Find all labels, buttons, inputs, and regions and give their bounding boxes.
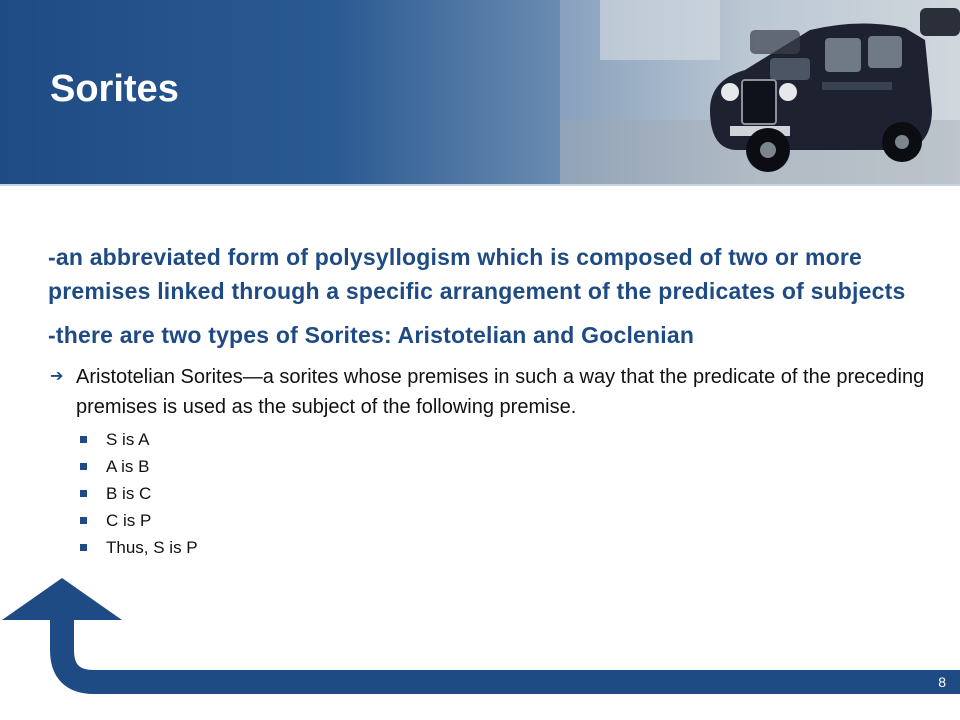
list-item [76,480,948,507]
list-item-text: S is A [106,430,150,449]
arrow-bullet-icon: ➔ [50,368,64,385]
page-number: 8 [938,674,946,690]
definition-paragraph: -an abbreviated form of polysyllogism which is composed of two or more premises linked through a specific arrangement of the predicates of subjects [48,244,906,304]
types-paragraph: -there are two types of Sorites: Aristotelian and Goclenian [48,322,695,348]
premise-list [76,426,948,561]
header-banner [0,0,960,186]
list-item-text: A is B [106,457,150,476]
taxi-photo [560,0,960,186]
square-bullet-icon [80,544,87,551]
list-item [76,426,948,453]
list-item [76,534,948,561]
slide-title: Sorites [50,68,179,110]
square-bullet-icon [80,490,87,497]
list-item-text: Thus, S is P [106,538,198,557]
square-bullet-icon [80,463,87,470]
aristotelian-point [48,362,948,422]
list-item-text: B is C [106,484,152,503]
square-bullet-icon [80,517,87,524]
aristotelian-text: Aristotelian Sorites—a sorites whose premises in such a way that the predicate of the preceding premises is used as the subject of the following premise. [76,366,925,418]
list-item-text: C is P [106,511,152,530]
square-bullet-icon [80,436,87,443]
slide-content [48,240,948,561]
list-item [76,507,948,534]
list-item [76,453,948,480]
header-divider [0,184,960,186]
